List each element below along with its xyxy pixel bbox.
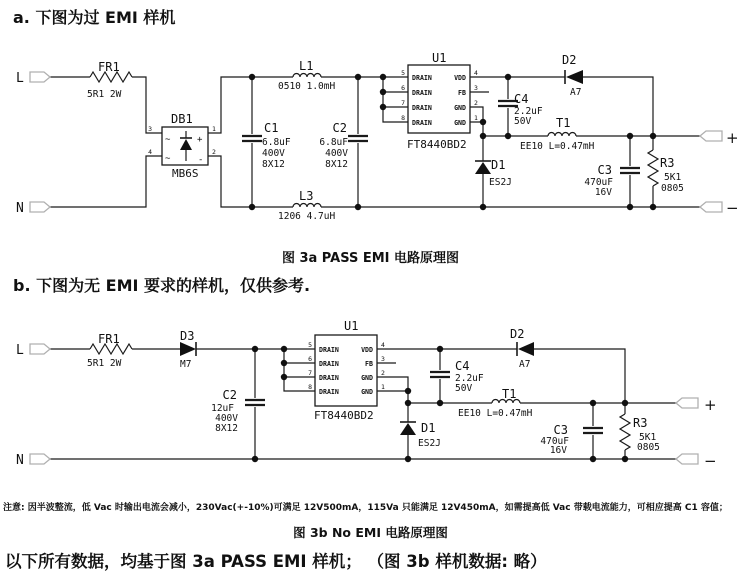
output-connector-minus-a [700,199,739,217]
u1a-pin1: 1 [474,114,478,122]
c4b-value-1: 2.2uF [455,373,484,384]
input-connector-l-b [16,343,50,358]
t1a-ref: T1 [556,116,571,130]
u1b-pin2: 2 [381,369,385,377]
c4a-value-2: 50V [514,116,532,127]
db1-pin1: 1 [212,125,216,133]
circuit-3b [16,319,717,470]
l-terminal-icon [30,72,50,82]
u1a-drain-7: DRAIN [412,104,432,112]
db1-pin2: 2 [212,148,216,156]
capacitor-c2a [319,77,368,207]
footer-text: 以下所有数据，均基于图 3a PASS EMI 样机； （图 3b 样机数据: 略） [5,552,547,571]
ic-u1b [308,319,385,422]
u1a-pin3: 3 [474,84,478,92]
input-connector-l [16,71,50,86]
fr1-value: 5R1 2W [87,89,122,100]
c2b-ref: C2 [222,388,237,402]
t1b-ref: T1 [502,387,517,401]
l3-ref: L3 [299,189,314,203]
u1a-fb: FB [458,89,466,97]
c3a-value-2: 16V [594,187,612,198]
inductor-l1 [278,59,335,92]
diode-d1b [400,403,441,459]
plus-terminal-icon [700,131,722,141]
plus-sign: + [704,396,717,414]
minus-sign: − [704,452,717,470]
u1a-drain-6: DRAIN [412,89,432,97]
wires-3b [50,349,676,459]
l-terminal-label: L [16,71,24,86]
d1b-ref: D1 [421,421,436,435]
n-terminal-label: N [16,453,24,468]
u1b-pin7: 7 [308,369,312,377]
u1a-drain-5: DRAIN [412,74,432,82]
db1-ac-mark-top: ~ [165,135,171,145]
u1b-pin3: 3 [381,355,385,363]
l1-value: 0510 1.0mH [278,81,336,92]
diode-d2a [562,53,583,98]
u1a-gnd1: GND [454,119,466,127]
u1b-part: FT8440BD2 [314,409,374,422]
n-terminal-icon [30,454,50,464]
fr1b-value: 5R1 2W [87,358,122,369]
circuit-3a [16,51,739,222]
l-terminal-icon [30,344,50,354]
output-connector-minus-b [676,452,717,470]
d1a-value: ES2J [489,177,512,188]
db1-ac-mark-bottom: ~ [165,154,171,164]
c3b-value-2: 16V [549,445,567,456]
c2b-value-1: 12uF [211,403,234,414]
u1b-pin8: 8 [308,383,312,391]
d1a-ref: D1 [491,158,506,172]
u1b-drain-7: DRAIN [319,374,339,382]
r3b-value-1: 5K1 [639,432,657,443]
minus-terminal-icon [700,202,722,212]
capacitor-c4b [430,349,484,403]
u1a-pin2: 2 [474,99,478,107]
output-connector-plus-b [676,396,717,414]
db1-pin4: 4 [148,148,152,156]
u1b-pin1: 1 [381,383,385,391]
figure-3a-caption: 图 3a PASS EMI 电路原理图 [281,251,460,266]
c2a-value-1: 6.8uF [319,137,348,148]
resistor-r3a [648,136,684,207]
d2a-ref: D2 [562,53,577,67]
bridge-rectifier-db1 [148,112,216,180]
d3-ref: D3 [180,329,195,343]
resistor-fr1 [87,60,132,100]
plus-sign: + [726,129,739,147]
l-terminal-label: L [16,343,24,358]
fr1b-ref: FR1 [98,332,120,346]
minus-terminal-icon [676,454,698,464]
capacitor-c2b [211,349,265,459]
ic-u1a [401,51,478,151]
t1a-value: EE10 L=0.47mH [520,141,595,152]
c1-value-1: 6.8uF [262,137,291,148]
u1b-drain-8: DRAIN [319,388,339,396]
n-terminal-label: N [16,201,24,216]
u1a-vdd: VDD [454,74,466,82]
figure-3b-caption: 图 3b No EMI 电路原理图 [293,525,448,540]
u1b-ref: U1 [344,319,359,333]
db1-minus-mark: - [198,155,204,165]
r3a-ref: R3 [660,156,675,170]
inductor-l3 [278,189,335,222]
d2b-value: A7 [519,359,531,370]
l1-ref: L1 [299,59,314,73]
u1b-pin6: 6 [308,355,312,363]
d3-value: M7 [180,359,192,370]
fr1-ref: FR1 [98,60,120,74]
c2a-value-3: 8X12 [325,159,348,170]
c4a-value-1: 2.2uF [514,106,543,117]
c3b-value-1: 470uF [540,436,569,447]
db1-pin3: 3 [148,125,152,133]
t1b-value: EE10 L=0.47mH [458,408,533,419]
c3b-ref: C3 [553,423,568,437]
db1-ref: DB1 [171,112,193,126]
section-a-title: a. 下图为过 EMI 样机 [13,8,176,27]
u1b-drain-6: DRAIN [319,360,339,368]
input-connector-n [16,201,50,216]
c2b-value-3: 8X12 [215,423,238,434]
c4b-ref: C4 [455,359,470,373]
r3b-ref: R3 [633,416,648,430]
u1b-drain-5: DRAIN [319,346,339,354]
diode-d1a [475,136,512,207]
u1b-gnd2: GND [361,374,373,382]
capacitor-c4a [498,77,543,136]
u1a-ref: U1 [432,51,447,65]
resistor-r3b [620,403,660,459]
d2b-ref: D2 [510,327,525,341]
u1b-pin4: 4 [381,341,385,349]
resistor-fr1-b [87,332,132,369]
output-connector-plus-a [700,129,739,147]
u1b-pin5: 5 [308,341,312,349]
u1b-vdd: VDD [361,346,373,354]
capacitor-c1 [242,77,291,207]
c1-value-2: 400V [262,148,285,159]
r3a-value-1: 5K1 [664,172,682,183]
db1-plus-mark: + [197,135,203,145]
input-connector-n-b [16,453,50,468]
c1-ref: C1 [264,121,279,135]
c4b-value-2: 50V [455,383,473,394]
l3-value: 1206 4.7uH [278,211,336,222]
u1a-pin4: 4 [474,69,478,77]
c3a-ref: C3 [597,163,612,177]
section-b-title: b. 下图为无 EMI 要求的样机，仅供参考. [13,276,311,295]
u1a-gnd2: GND [454,104,466,112]
c2a-ref: C2 [332,121,347,135]
c3a-value-1: 470uF [584,177,613,188]
u1a-pin5: 5 [401,69,405,77]
u1a-part: FT8440BD2 [407,138,467,151]
u1a-drain-8: DRAIN [412,119,432,127]
c4a-ref: C4 [514,92,529,106]
note-text: 注意: 因半波整流，低 Vac 时输出电流会减小，230Vac(+-10%)可满足 12V500mA，115Va 只能满足 12V450mA，如需提高低 Vac 带载电流能力，可相应提高 C1 容值； [3,503,728,513]
plus-terminal-icon [676,398,698,408]
db1-part: MB6S [172,167,199,180]
c1-value-3: 8X12 [262,159,285,170]
c2a-value-2: 400V [325,148,348,159]
inductor-t1a [520,116,595,152]
d2a-value: A7 [570,87,582,98]
r3a-value-2: 0805 [661,183,684,194]
u1b-gnd1: GND [361,388,373,396]
u1a-pin7: 7 [401,99,405,107]
d1b-value: ES2J [418,438,441,449]
n-terminal-icon [30,202,50,212]
diode-d3 [180,329,196,370]
r3b-value-2: 0805 [637,442,660,453]
c2b-value-2: 400V [215,413,238,424]
u1a-pin6: 6 [401,84,405,92]
minus-sign: − [726,199,739,217]
u1a-pin8: 8 [401,114,405,122]
capacitor-c3b [540,403,603,459]
u1b-fb: FB [365,360,373,368]
